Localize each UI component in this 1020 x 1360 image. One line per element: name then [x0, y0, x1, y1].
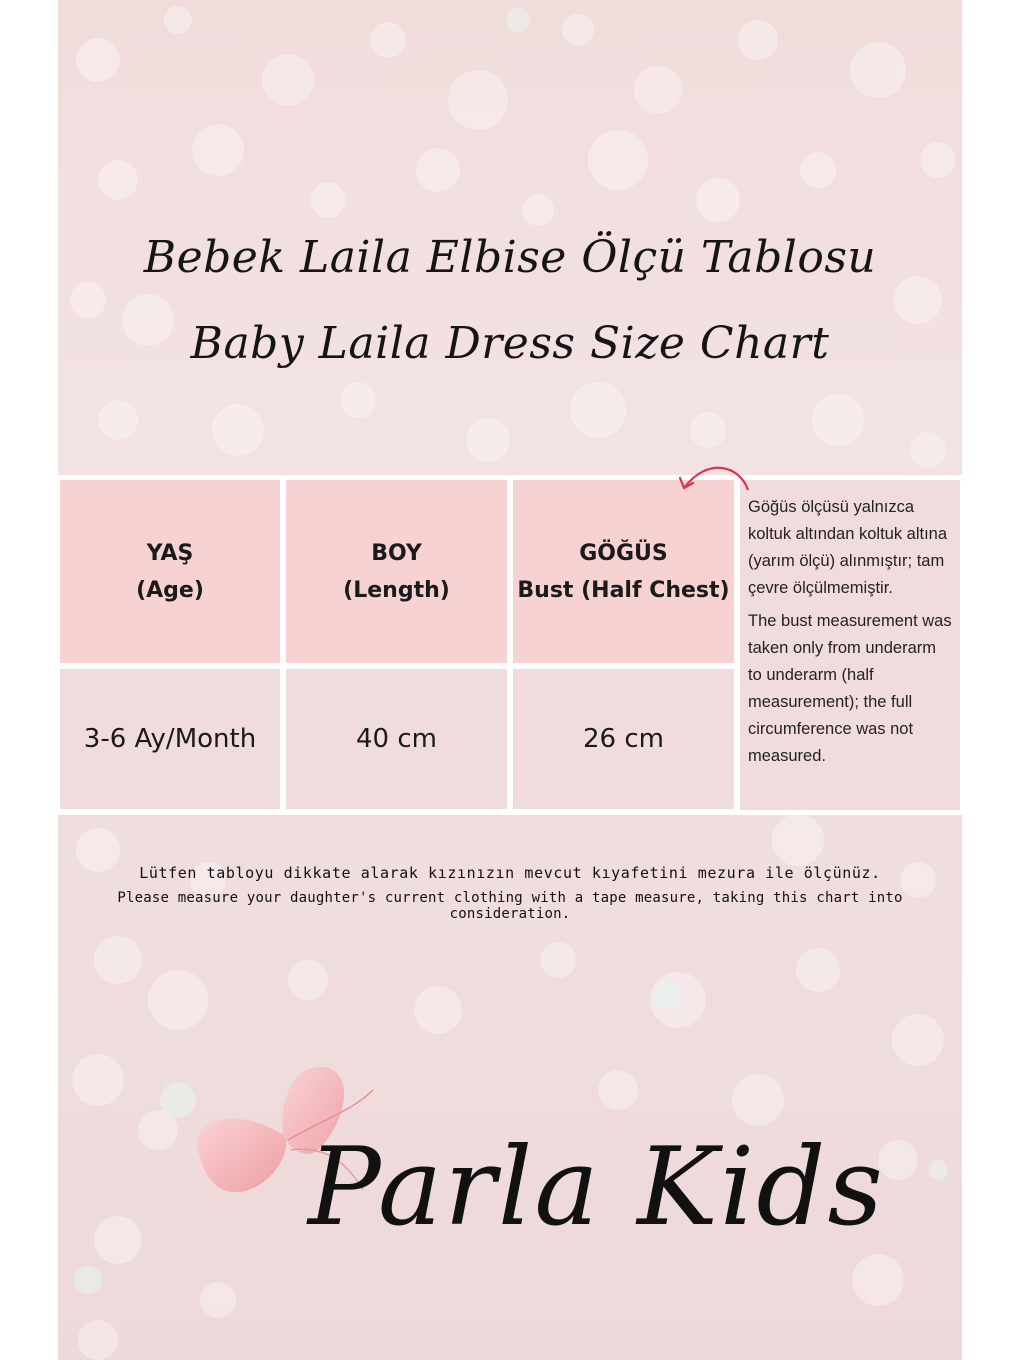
title-english: Baby Laila Dress Size Chart — [190, 318, 830, 369]
bust-note-tr: Göğüs ölçüsü yalnızca koltuk altından koltuk altına (yarım ölçü) alınmıştır; tam çevre ölçülmemiştir. — [748, 498, 948, 597]
header-bust-en: Bust (Half Chest) — [517, 577, 730, 603]
cell-age: 3-6 Ay/Month — [60, 669, 280, 809]
bust-note-en: The bust measurement was taken only from underarm to underarm (half measurement); the full circumference was not measured. — [748, 612, 952, 765]
size-chart-page — [58, 0, 962, 1360]
header-age — [60, 480, 280, 663]
instructions-turkish: Lütfen tabloyu dikkate alarak kızınızın mevcut kıyafetini mezura ile ölçünüz. — [139, 864, 881, 882]
curved-arrow-icon — [670, 458, 754, 498]
cell-bust: 26 cm — [513, 669, 734, 809]
header-length — [286, 480, 507, 663]
header-bust-tr: GÖĞÜS — [579, 540, 668, 566]
header-length-en: (Length) — [343, 577, 450, 603]
header-age-tr: YAŞ — [146, 540, 194, 566]
header-length-tr: BOY — [371, 540, 422, 566]
instructions-english: Please measure your daughter's current clothing with a tape measure, taking this chart into consideration. — [117, 890, 903, 922]
header-age-en: (Age) — [136, 577, 204, 603]
brand-logo: Parla Kids — [308, 1125, 885, 1250]
header-bust — [513, 480, 734, 663]
bust-note — [740, 480, 960, 810]
cell-length: 40 cm — [286, 669, 507, 809]
title-turkish: Bebek Laila Elbise Ölçü Tablosu — [143, 232, 877, 283]
